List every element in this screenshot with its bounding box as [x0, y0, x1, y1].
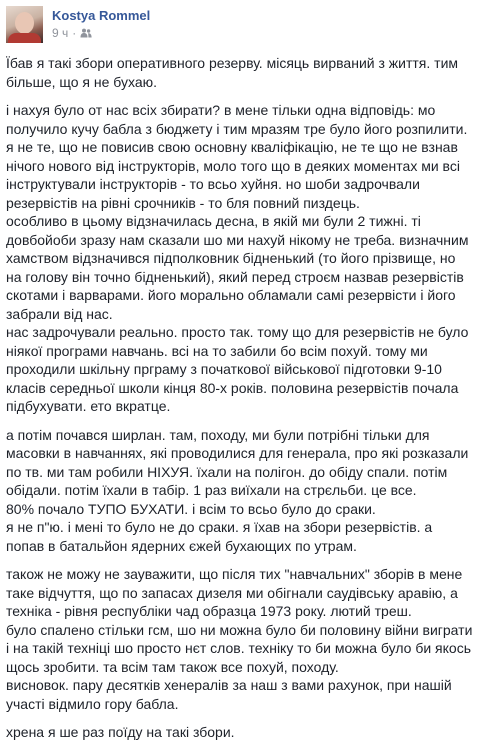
meta-separator: · [72, 26, 77, 40]
post-paragraph-4 [6, 565, 484, 713]
text-line: класів середньої школи кінця 80-х років. половина резервістів почала [6, 379, 459, 396]
text-line: висновок. пару десятків хенералів за наш з вами рахунок, при нашій [6, 677, 452, 693]
text-line: скотами і варварами. його морально обламали самі резервісти і його [6, 287, 456, 303]
text-line: нічого нового від інструкторів, моло того що в деяких моментах ми всі [6, 157, 460, 174]
text-line: щось зробити. та всім там також все похуй, походу. [6, 658, 339, 675]
text-line: резервістів на рівні срочників - то бля повний пиздець. [6, 194, 360, 211]
text-line: таке відчуття, що по запасах дизеля ми обігнали саудівську аравію, а [6, 584, 458, 601]
post-text [6, 54, 484, 752]
text-line: участі відмило гору бабла. [6, 695, 179, 712]
text-line: ніякої програми навчань. всі на то забили бо всім похуй. тому ми [6, 342, 428, 359]
text-line: получило кучу бабла з бюджету і тим мразям тре було його розпилити. [6, 120, 468, 137]
post-header [6, 6, 476, 44]
post-paragraph-3 [6, 426, 484, 556]
avatar-shirt [8, 33, 41, 43]
avatar[interactable] [6, 6, 43, 43]
text-line: попав в батальйон ядерних єжей бухающих по утрам. [6, 537, 357, 554]
text-line: я не п"ю. і мені то було не до сраки. я їхав на збори резервістів. а [6, 519, 433, 535]
post-paragraph-2 [6, 101, 484, 416]
author-name[interactable]: Kostya Rommel [52, 8, 151, 23]
text-line: інструктували інструкторів - то всьо хуйня. но шоби задрочвали [6, 176, 420, 192]
text-line: техніка - рівня республіки чад образца 1973 року. лютий треш. [6, 603, 412, 619]
text-line: 80% почало ТУПО БУХАТИ. і всім то всьо було до сраки. [6, 500, 376, 517]
text-line: нас задрочували реально. просто так. тому що для резервістів не було [6, 324, 469, 340]
avatar-face [15, 12, 34, 34]
text-line: більше, що я не бухаю. [6, 73, 158, 90]
text-line: і нахуя було от нас всіх збирати? в мене тільки одна відповідь: мо [6, 102, 436, 118]
text-line: на голову він точно бідненький), який перед строєм назвав резервістів [6, 268, 464, 285]
post-paragraph-5 [6, 723, 484, 742]
text-line: підбухувати. ето вкратце. [6, 398, 171, 414]
friends-icon[interactable] [80, 28, 92, 38]
text-line: особливо в цьому відзначилась десна, в якій ми були 2 тижні. ті [6, 213, 421, 229]
text-line: хамством відзначився підполковник бідненький (то його прізвище, но [6, 250, 456, 266]
text-line: масовки в навчаннях, які проводилися для генерала, про які розказали [6, 445, 469, 461]
text-line: я не те, що не повисив свою основну кваліфікацію, не те що не взнав [6, 139, 458, 155]
text-line: по тв. ми там робили НІХУЯ. їхали на полігон. до обіду спали. потім [6, 463, 448, 480]
text-line: забрали від нас. [6, 305, 113, 322]
text-line: також не можу не зауважити, що після тих "навчальних" зборів в мене [6, 566, 463, 582]
post-timestamp[interactable]: 9 ч [52, 26, 69, 40]
post-meta [52, 26, 92, 40]
text-line: було спалено стільки гсм, шо ни можна було би половину війни виграти [6, 621, 473, 638]
text-line: проходили шкільну прграму з початкової військової підготовки 9-10 [6, 361, 442, 377]
text-line: а потім почався ширлан. там, походу, ми були потрібні тільки для [6, 426, 430, 443]
post-paragraph-1 [6, 54, 484, 91]
text-line: і на такій техніці шо просто нєт слов. техніку то би можна було би якось [6, 640, 471, 656]
text-line: обідали. потім їхали в табір. 1 раз виїхали на стрєльби. це все. [6, 482, 417, 498]
text-line: Їбав я такі збори оперативного резерву. місяць вирваний з життя. тим [6, 55, 459, 71]
text-line: хрена я ше раз поїду на такі збори. [6, 724, 235, 740]
text-line: довбойоби зразу нам сказали шо ми нахуй нікому не треба. визначним [6, 231, 469, 248]
